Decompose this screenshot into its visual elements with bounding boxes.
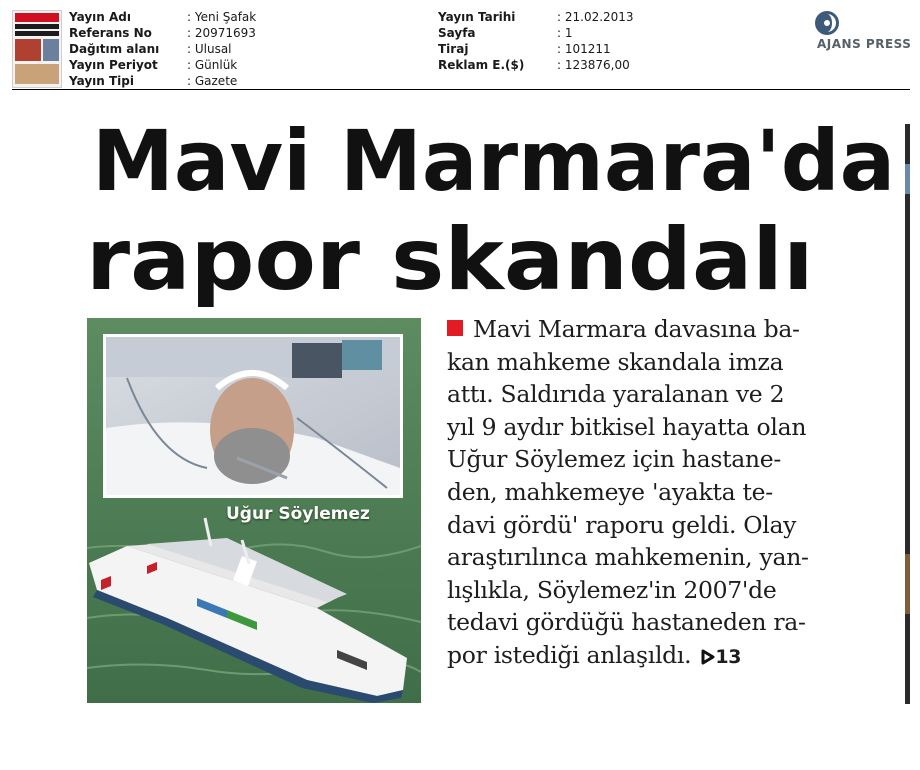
meta-label-ad-equivalent: Reklam E.($): [438, 58, 525, 72]
meta-value-date: : 21.02.2013: [557, 10, 634, 24]
photo-caption: Uğur Söylemez: [226, 504, 370, 524]
meta-label-distribution: Dağıtım alanı: [69, 42, 160, 56]
ajans-press-logo: [814, 10, 914, 50]
continue-arrow-icon: [701, 649, 715, 665]
newspaper-thumbnail[interactable]: [12, 10, 62, 88]
meta-value-distribution: : Ulusal: [187, 42, 232, 56]
meta-label-reference-no: Referans No: [69, 26, 152, 40]
page-reference-number: 13: [715, 645, 742, 668]
article-body: [447, 313, 877, 674]
patient-inset-photo: [103, 334, 403, 498]
page-reference[interactable]: [701, 646, 741, 668]
body-line: yıl 9 aydır bitkisel hayatta olan: [447, 412, 807, 441]
adjacent-column-edge: [905, 124, 910, 704]
headline-line-1: Mavi Marmara'da: [92, 112, 896, 210]
meta-value-publication-name: : Yeni Şafak: [187, 10, 257, 24]
ajans-press-logo-icon: [814, 10, 840, 36]
clipping-header: [0, 0, 920, 92]
meta-label-period: Yayın Periyot: [69, 58, 158, 72]
headline-line-2: rapor skandalı: [86, 210, 814, 310]
body-line: kan mahkeme skandala imza: [447, 347, 784, 376]
meta-label-date: Yayın Tarihi: [438, 10, 516, 24]
ajans-press-logo-text: AJANS PRESS: [817, 37, 912, 51]
red-square-bullet-icon: [447, 320, 463, 336]
meta-value-period: : Günlük: [187, 58, 238, 72]
meta-label-publication-name: Yayın Adı: [69, 10, 131, 24]
body-line: den, mahkemeye 'ayakta te-: [447, 477, 773, 506]
body-line: araştırılınca mahkemenin, yan-: [447, 543, 809, 572]
header-divider: [12, 89, 910, 90]
meta-label-page: Sayfa: [438, 26, 476, 40]
body-line: davi gördü' raporu geldi. Olay: [447, 510, 797, 539]
body-line: attı. Saldırıda yaralanan ve 2: [447, 380, 785, 409]
meta-value-type: : Gazete: [187, 74, 238, 88]
meta-value-ad-equivalent: : 123876,00: [557, 58, 630, 72]
meta-value-circulation: : 101211: [557, 42, 611, 56]
meta-label-circulation: Tiraj: [438, 42, 469, 56]
body-line-text: por istediği anlaşıldı.: [447, 640, 692, 669]
meta-value-page: : 1: [557, 26, 573, 40]
body-line-text: Mavi Marmara davasına ba-: [473, 315, 800, 343]
body-line: tedavi gördüğü hastaneden ra-: [447, 608, 806, 637]
body-line: Uğur Söylemez için hastane-: [447, 445, 782, 474]
body-line: [447, 313, 877, 346]
body-line: [447, 639, 877, 674]
body-line: lışlıkla, Söylemez'in 2007'de: [447, 575, 777, 604]
meta-label-type: Yayın Tipi: [69, 74, 134, 88]
meta-value-reference-no: : 20971693: [187, 26, 256, 40]
